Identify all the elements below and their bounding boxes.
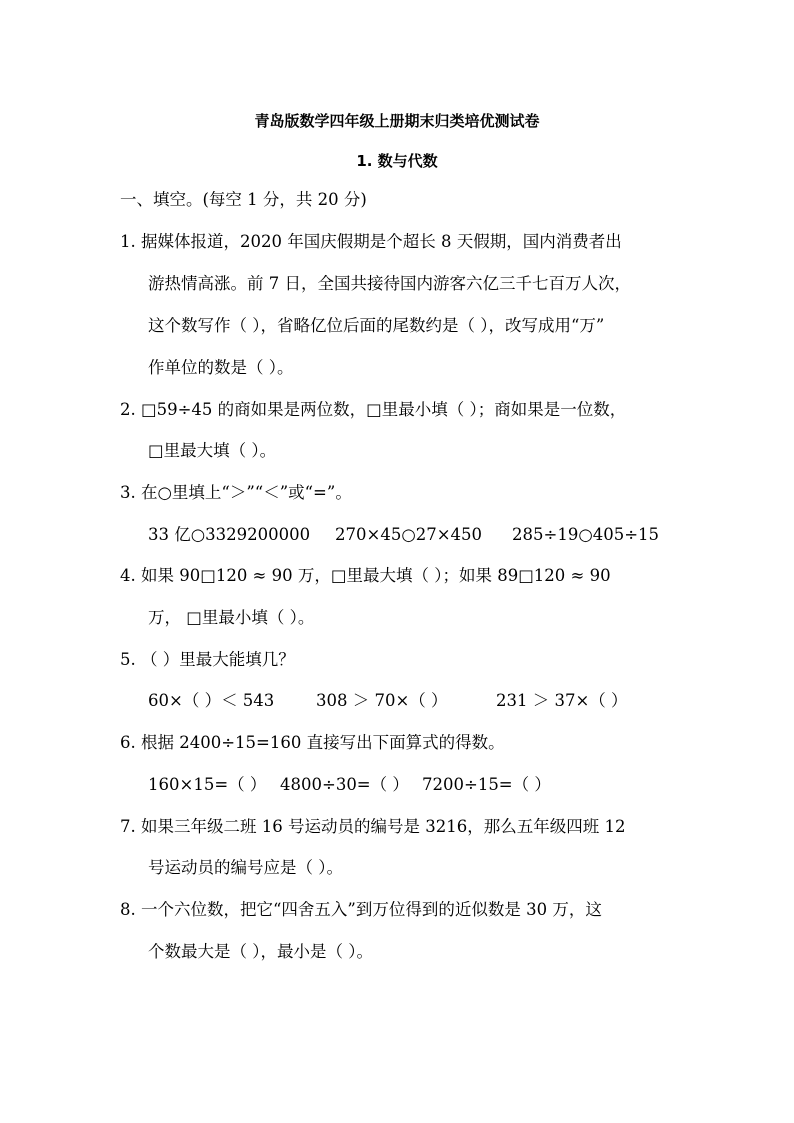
page-title: 青岛版数学四年级上册期末归类培优测试卷 [254,112,540,130]
q3-item-3: 285÷19○405÷15 [512,525,660,544]
question-7-line-1: 7. 如果三年级二班 16 号运动员的编号是 3216，那么五年级四班 12 [120,817,626,836]
q6-item-2: 4800÷30=（ ） [280,775,409,794]
question-1-line-4: 作单位的数是（ ）。 [148,358,294,377]
question-2-line-1: 2. □59÷45 的商如果是两位数，□里最小填（ ）；商如果是一位数， [120,400,627,419]
question-7-line-2: 号运动员的编号应是（ ）。 [148,858,343,877]
question-1-line-3: 这个数写作（ ），省略亿位后面的尾数约是（ ），改写成用“万” [148,316,605,335]
q5-item-3: 231 ＞ 37×（ ） [496,691,628,710]
question-1-line-1: 1. 据媒体报道，2020 年国庆假期是个超长 8 天假期，国内消费者出 [120,232,622,251]
question-1-line-2: 游热情高涨。前 7 日，全国共接待国内游客六亿三千七百万人次， [148,274,631,293]
q3-item-1: 33 亿○3329200000 [148,525,311,544]
q6-item-3: 7200÷15=（ ） [422,775,551,794]
q6-item-1: 160×15=（ ） [148,775,267,794]
question-8-line-1: 8. 一个六位数，把它“四舍五入”到万位得到的近似数是 30 万，这 [120,900,602,919]
question-2-line-2: □里最大填（ ）。 [148,441,277,460]
q5-item-2: 308 ＞ 70×（ ） [316,691,448,710]
q3-item-2: 270×45○27×450 [335,525,483,544]
question-6-line-1: 6. 根据 2400÷15=160 直接写出下面算式的得数。 [120,733,505,752]
question-8-line-2: 个数最大是（ ），最小是（ ）。 [148,942,373,961]
question-3-line-1: 3. 在○里填上“＞”“＜”或“=”。 [120,483,352,502]
section-heading: 一、填空。(每空 1 分，共 20 分) [120,190,367,209]
page-subtitle: 1. 数与代数 [356,152,438,170]
q5-item-1: 60×（ ）＜ 543 [148,691,275,710]
question-4-line-1: 4. 如果 90□120 ≈ 90 万，□里最大填（ ）；如果 89□120 ≈ 90 [120,566,611,585]
question-5-line-1: 5. （ ）里最大能填几？ [120,650,295,669]
question-4-line-2: 万， □里最小填（ ）。 [148,608,315,627]
